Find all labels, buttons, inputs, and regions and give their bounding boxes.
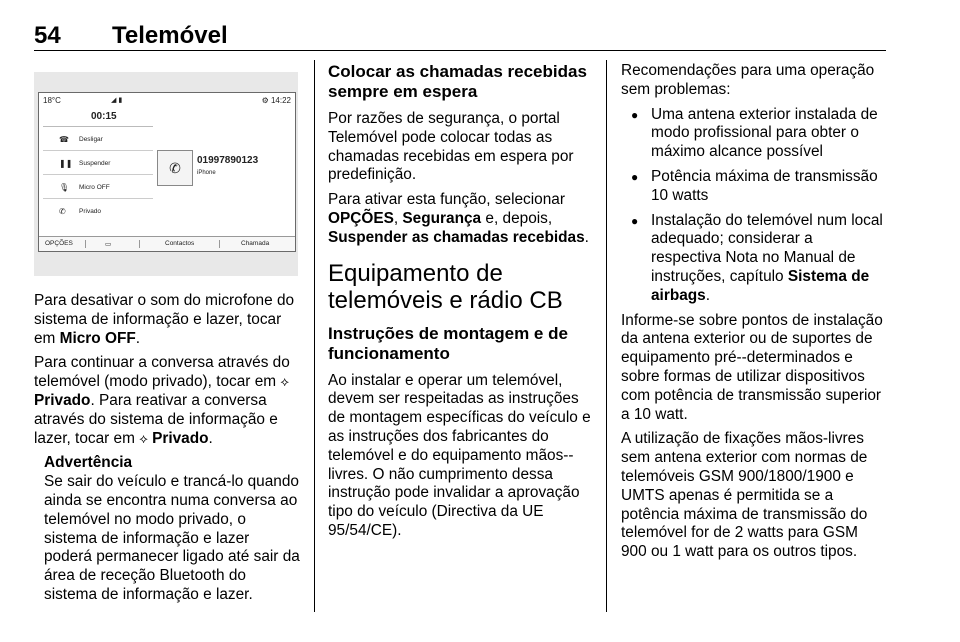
divider — [43, 174, 153, 175]
contacts-button[interactable]: Contactos — [165, 240, 195, 247]
menu-item-private[interactable] — [43, 201, 153, 223]
divider — [43, 126, 153, 127]
paragraph-handsfree: A utilização de fixações mãos-livres sem antena exterior com normas de telemóveis GSM 900/1800/1900 e UMTS apenas é permitida se a potência máxima de transmissão do telemóvel for de 2 watts para GSM 900 ou 1 watt para os outros tipos. — [621, 430, 868, 561]
infotainment-screenshot — [34, 72, 298, 276]
temperature: 18°C — [43, 96, 61, 105]
menu-item-label: Suspender — [79, 160, 111, 167]
column-3 — [621, 62, 886, 568]
page-title: Telemóvel — [112, 22, 228, 49]
chapter-heading: Equipamento de telemóveis e rádio CB — [328, 259, 563, 314]
paragraph-installation: Ao instalar e operar um telemóvel, devem ser respeitadas as instruções de montagem específicas do veículo e as instruções dos fabricantes do telemóvel e do equipamento mãos--livres. O não cumprimento dessa instrução pode invalidar a aprovação tipo do veículo (Directiva da UE 95/54/CE). — [328, 371, 591, 539]
caller-number: 01997890123 — [197, 155, 259, 166]
paragraph-security: Por razões de segurança, o portal Telemóvel pode colocar todas as chamadas recebidas em espera por predefinição. — [328, 110, 574, 184]
list-item: ● Uma antena exterior instalada de modo profissional para obter o máximo alcance possível — [621, 106, 886, 162]
clock: ⚙ 14:22 — [261, 96, 291, 105]
section-heading-instructions: Instruções de montagem e de funcionamento — [328, 323, 568, 363]
menu-item-hold[interactable] — [43, 153, 153, 175]
column-1 — [34, 292, 300, 605]
phone-icon: ✆ — [169, 160, 181, 176]
divider — [43, 198, 153, 199]
menu-item-hangup[interactable] — [43, 129, 153, 151]
hangup-icon: ☎ — [59, 135, 69, 144]
menu-item-label: Desligar — [79, 136, 103, 143]
signal-icon: ◢ ▮ — [111, 97, 123, 104]
caller-device: iPhone — [197, 170, 216, 176]
section-heading-hold: Colocar as chamadas recebidas sempre em espera — [328, 62, 587, 101]
call-duration: 00:15 — [91, 111, 117, 122]
menu-item-label: Privado — [79, 208, 102, 215]
settings-icon: ⚙ — [261, 96, 271, 105]
status-bar — [43, 96, 291, 106]
paragraph-antenna: Informe-se sobre pontos de instalação da antena exterior ou de suportes de equipamento pré--determinados e sobre formas de utilizar dispositivos com potência de transmissão superior a 10 watt. — [621, 311, 883, 423]
divider — [85, 240, 86, 248]
page-header — [34, 22, 886, 52]
keypad-button[interactable]: ▭ — [105, 241, 112, 248]
options-button[interactable]: OPÇÕES — [45, 240, 73, 247]
list-item: ● Instalação do telemóvel num local adequado; considerar a respectiva Nota no Manual de instruções, capítulo Sistema de airbags. — [621, 212, 886, 306]
paragraph-private-mode: Para continuar a conversa através do telemóvel (modo privado), tocar em ⟡ Privado. Para reativar a conversa através do sistema de informação e lazer, tocar em ⟡ Privado. — [34, 354, 290, 447]
column-divider-2 — [606, 60, 607, 612]
divider — [139, 240, 140, 248]
pause-icon: ❚❚ — [59, 159, 73, 168]
phone-call-screen — [38, 92, 296, 252]
column-divider-1 — [314, 60, 315, 612]
call-button[interactable]: Chamada — [241, 240, 270, 247]
page-number: 54 — [34, 22, 61, 49]
mic-off-icon: 🎙 — [59, 183, 70, 192]
private-icon: ⟡ — [139, 430, 148, 446]
paragraph-recommendations: Recomendações para uma operação sem problemas: — [621, 62, 875, 98]
recommendation-list — [621, 106, 886, 306]
divider — [219, 240, 220, 248]
list-item: ● Potência máxima de transmissão 10 watts — [621, 168, 886, 206]
contact-avatar — [157, 150, 193, 186]
warning-text: Se sair do veículo e trancá-lo quando ainda se encontra numa conversa ao telemóvel no modo privado, o sistema de informação e lazer poderá permanecer ligado até sair da área de receção Bluetooth do sistema de informação e lazer. — [44, 473, 300, 603]
column-2 — [328, 62, 594, 547]
warning-title: Advertência — [44, 454, 133, 472]
header-rule — [34, 50, 886, 51]
divider — [43, 150, 153, 151]
private-icon: ⟡ — [280, 374, 289, 390]
private-icon: ✆ — [59, 207, 66, 216]
paragraph-mic-off: Para desativar o som do microfone do sistema de informação e lazer, tocar em Micro OFF. — [34, 292, 295, 347]
warning-note — [44, 454, 300, 604]
bottom-bar — [39, 236, 295, 251]
paragraph-activate: Para ativar esta função, selecionar OPÇÕES, Segurança e, depois, Suspender as chamadas recebidas. — [328, 191, 589, 246]
menu-item-label: Micro OFF — [79, 184, 110, 191]
menu-item-mic-off[interactable] — [43, 177, 153, 199]
